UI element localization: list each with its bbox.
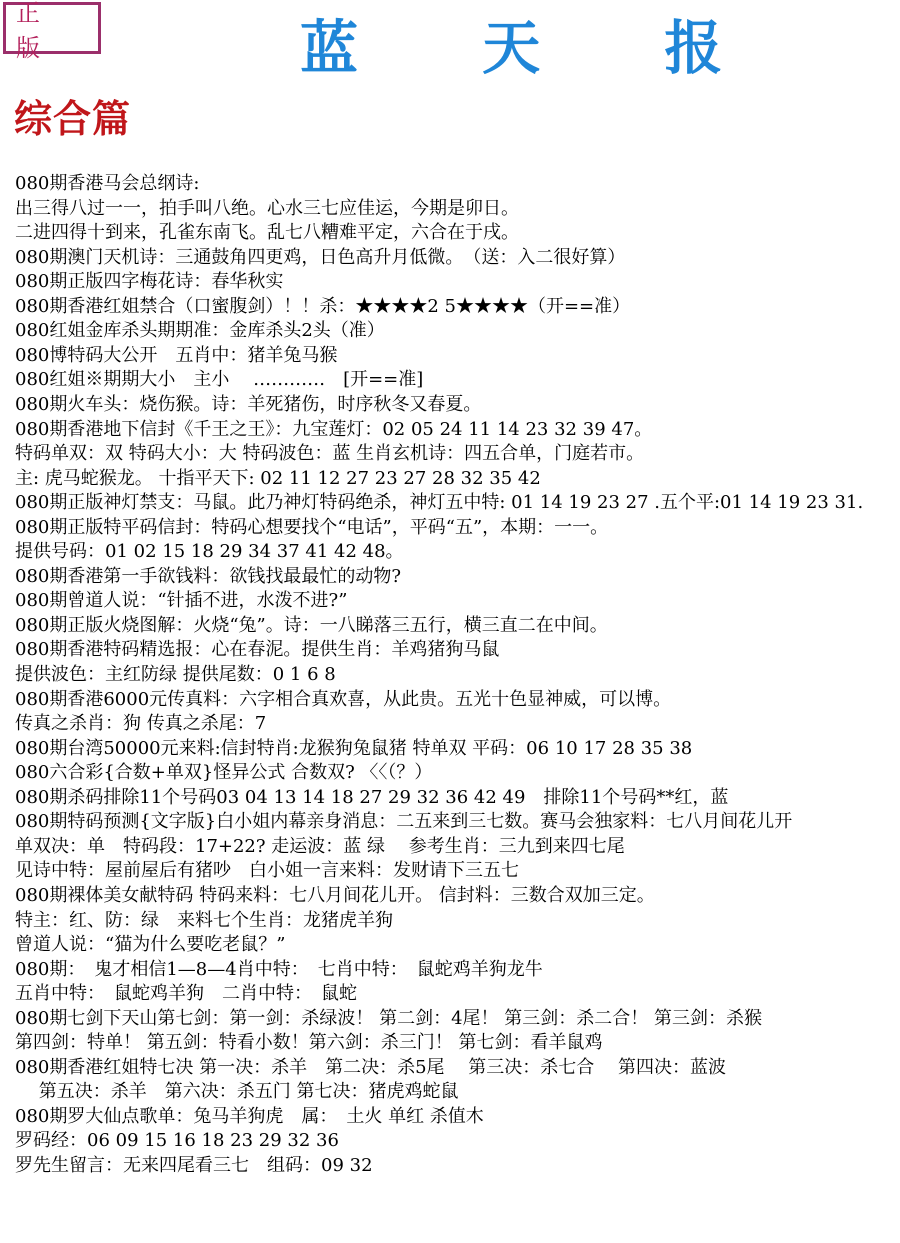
section-heading: 综合篇 bbox=[14, 96, 132, 141]
text-line: 080期台湾50000元来料:信封特肖:龙猴狗兔鼠猪 特单双 平码：06 10 17 28 35 38 bbox=[15, 738, 693, 759]
text-line: 080期特码预测{文字版}白小姐内幕亲身消息：二五来到三七数。赛马会独家料：七八月间花儿开 bbox=[15, 811, 793, 832]
text-line: 特主：红、防：绿 来料七个生肖：龙猪虎羊狗 bbox=[15, 910, 393, 931]
text-line: 080博特码大公开 五肖中：猪羊兔马猴 bbox=[15, 345, 338, 366]
text-line: 第四剑：特单！ 第五剑：特看小数！第六剑：杀三门！ 第七剑：看羊鼠鸡 bbox=[15, 1032, 603, 1053]
text-line: 080红姐金库杀头期期准：金库杀头2头（准） bbox=[15, 320, 385, 341]
text-line: 080期澳门天机诗：三通鼓角四更鸡，日色高升月低微。 （送：入二很好算） bbox=[15, 247, 626, 268]
text-line: 080期香港特码精选报：心在春泥。提供生肖：羊鸡猪狗马鼠 bbox=[15, 639, 500, 660]
text-line: 罗先生留言：无来四尾看三七 组码：09 32 bbox=[15, 1155, 373, 1176]
text-line: 提供波色：主红防绿 提供尾数：0 1 6 8 bbox=[15, 664, 336, 685]
text-line: 080期香港第一手欲钱料：欲钱找最最忙的动物? bbox=[15, 566, 402, 587]
text-line: 080期杀码排除11个号码03 04 13 14 18 27 29 32 36 42 49 排除11个号码**红，蓝 bbox=[15, 787, 729, 808]
text-line: 提供号码：01 02 15 18 29 34 37 41 42 48。 bbox=[15, 541, 404, 562]
text-line: 080期香港地下信封《千王之王》：九宝莲灯：02 05 24 11 14 23 32 39 47。 bbox=[15, 419, 653, 440]
text-line: 080期香港红姐禁合（口蜜腹剑）！！杀：★★★★2 5★★★★（开==准） bbox=[15, 296, 631, 317]
text-line: 特码单双：双 特码大小：大 特码波色：蓝 生肖玄机诗：四五合单，门庭若市。 bbox=[15, 443, 645, 464]
text-line: 080红姐※期期大小 主小 ………… [开==准] bbox=[15, 369, 424, 390]
text-line: 见诗中特：屋前屋后有猪吵 白小姐一言来料：发财请下三五七 bbox=[15, 860, 519, 881]
stamp-label: 正 版 bbox=[16, 0, 54, 62]
text-line: 080期香港6000元传真料：六字相合真欢喜，从此贵。五光十色显神威，可以博。 bbox=[15, 689, 672, 710]
page-title: 蓝 天 报 bbox=[300, 14, 775, 82]
text-line: 传真之杀肖：狗 传真之杀尾：7 bbox=[15, 713, 267, 734]
text-line: 080六合彩{合数+单双}怪异公式 合数双? 〈〈（？） bbox=[15, 762, 433, 783]
text-line: 080期正版火烧图解：火烧“兔”。诗：一八睇落三五行，横三直二在中间。 bbox=[15, 615, 608, 636]
text-line: 第五决：杀羊 第六决：杀五门 第七决：猪虎鸡蛇鼠 bbox=[15, 1081, 459, 1102]
text-line: 080期正版四字梅花诗：春华秋实 bbox=[15, 271, 284, 292]
text-line: 二进四得十到来，孔雀东南飞。乱七八糟难平定，六合在于戌。 bbox=[15, 222, 519, 243]
text-line: 曾道人说：“猫为什么要吃老鼠？” bbox=[15, 934, 286, 955]
text-line: 主: 虎马蛇猴龙。 十指平天下: 02 11 12 27 23 27 28 32 35 42 bbox=[15, 468, 541, 489]
text-line: 080期： 鬼才相信1—8—4肖中特： 七肖中特： 鼠蛇鸡羊狗龙牛 bbox=[15, 959, 543, 980]
text-line: 080期正版特平码信封：特码心想要找个“电话”，平码“五”，本期：一一。 bbox=[15, 517, 609, 538]
text-line: 080期裸体美女献特码 特码来料：七八月间花儿开。 信封料：三数合双加三定。 bbox=[15, 885, 655, 906]
text-line: 080期火车头：烧伤猴。诗：羊死猪伤，时序秋冬又春夏。 bbox=[15, 394, 482, 415]
text-line: 080期曾道人说：“针插不进，水泼不进?” bbox=[15, 590, 348, 611]
text-line: 五肖中特： 鼠蛇鸡羊狗 二肖中特： 鼠蛇 bbox=[15, 983, 357, 1004]
text-line: 080期罗大仙点歌单：兔马羊狗虎 属： 土火 单红 杀值木 bbox=[15, 1106, 484, 1127]
text-line: 出三得八过一一，拍手叫八绝。心水三七应佳运，今期是卯日。 bbox=[15, 198, 519, 219]
text-line: 单双决：单 特码段：17+22? 走运波：蓝 绿 参考生肖：三九到来四七尾 bbox=[15, 836, 625, 857]
text-line: 罗码经：06 09 15 16 18 23 29 32 36 bbox=[15, 1130, 339, 1151]
text-line: 080期正版神灯禁支：马鼠。此乃神灯特码绝杀，神灯五中特: 01 14 19 23 27 .五个平:01 14 19 23 31. bbox=[15, 492, 864, 513]
text-line: 080期七剑下天山第七剑：第一剑：杀绿波！ 第二剑：4尾！ 第三剑：杀二合！ 第三剑：杀猴 bbox=[15, 1008, 762, 1029]
text-line: 080期香港红姐特七决 第一决：杀羊 第二决：杀5尾 第三决：杀七合 第四决：蓝波 bbox=[15, 1057, 726, 1078]
text-line: 080期香港马会总纲诗: bbox=[15, 173, 200, 194]
